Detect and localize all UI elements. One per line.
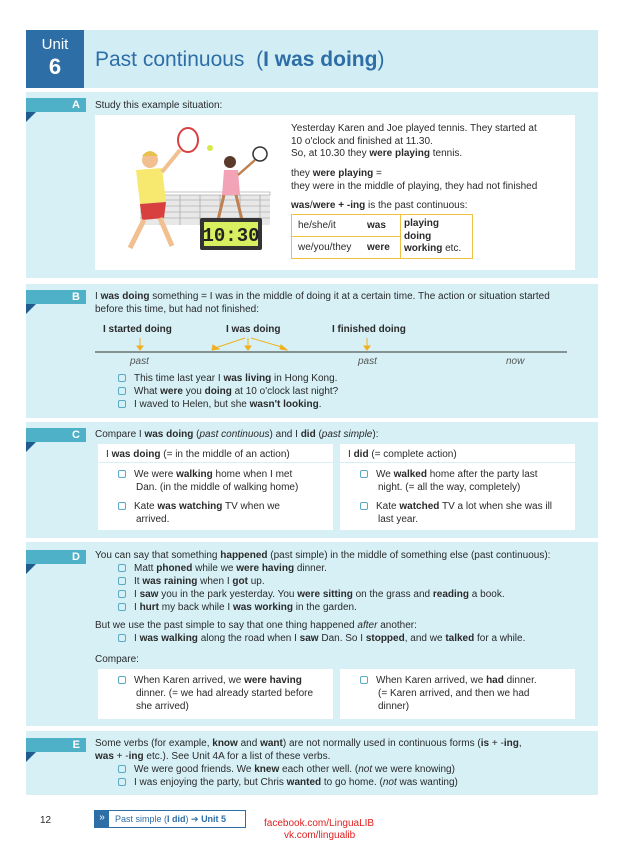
list-item: It was raining when I got up. xyxy=(118,575,505,588)
section-a-tab-corner xyxy=(26,112,36,122)
section-d-examples xyxy=(118,562,505,614)
section-a-tab: A xyxy=(26,98,86,112)
timeline-finished: I finished doing xyxy=(332,324,406,335)
form-rule: was/were + -ing is the past continuous: xyxy=(291,200,468,211)
compare-right-examples: We walked home after the party last night. (= all the way, completely) Kate watched TV a lot when she was ill last year. xyxy=(360,468,552,526)
timeline-doing: I was doing xyxy=(226,324,281,335)
section-d-tab-corner xyxy=(26,564,36,574)
page-title: Past continuous (I was doing) xyxy=(95,48,385,71)
table-he-she-it: he/she/it xyxy=(298,220,336,231)
section-d-tab: D xyxy=(26,550,86,564)
section-b-tab: B xyxy=(26,290,86,304)
section-b-explanation: I was doing something = I was in the middle of doing it at a certain time. The action or situation started before this time, but had not finished: xyxy=(95,291,550,315)
timeline-past-2: past xyxy=(358,356,377,367)
section-c-tab: C xyxy=(26,428,86,442)
list-item: What were you doing at 10 o'clock last night? xyxy=(118,385,338,398)
compare-left-examples: We were walking home when I met Dan. (in the middle of walking home) Kate was watching TV when we arrived. xyxy=(118,468,298,526)
section-d-compare: Compare: xyxy=(95,654,139,665)
compare-d-right-text: When Karen arrived, we had dinner. (= Karen arrived, and then we had dinner) xyxy=(360,674,537,713)
double-chevron-icon: » xyxy=(95,811,109,827)
section-a-intro: Study this example situation: xyxy=(95,100,223,111)
form-table xyxy=(291,214,473,259)
cross-reference-text: Past simple (I did) ➔ Unit 5 xyxy=(115,814,227,824)
section-d-after-example: I was walking along the road when I saw Dan. So I stopped, and we talked for a while. xyxy=(118,632,525,645)
compare-d-left-text: When Karen arrived, we were having dinner. (= we had already started before she arrived) xyxy=(118,674,313,713)
they-definition: they were playing = they were in the middle of playing, they had not finished xyxy=(291,168,538,192)
timeline-past-1: past xyxy=(130,356,149,367)
section-b-examples xyxy=(118,372,338,411)
list-item: Matt phoned while we were having dinner. xyxy=(118,562,505,575)
joe-racket xyxy=(178,128,198,152)
unit-number: 6 xyxy=(48,54,62,79)
did-heading: I did (= complete action) xyxy=(348,449,457,460)
vk-link[interactable]: vk.com/lingualib xyxy=(284,830,356,841)
table-was: was xyxy=(367,220,386,231)
timeline-started: I started doing xyxy=(103,324,172,335)
table-we-you-they: we/you/they xyxy=(298,242,352,253)
timeline xyxy=(95,336,575,356)
karen-head xyxy=(224,156,236,168)
list-item: I saw you in the park yesterday. You were sitting on the grass and reading a book. xyxy=(118,588,505,601)
karen-body xyxy=(222,170,240,195)
table-were: were xyxy=(367,242,390,253)
section-b-tab-corner xyxy=(26,304,36,314)
clock-time: 10:30 xyxy=(202,225,260,247)
karen-racket xyxy=(253,147,267,161)
story-text: Yesterday Karen and Joe played tennis. They started at 10 o'clock and finished at 11.30. So, at 10.30 they were playing tennis. xyxy=(291,123,537,159)
list-item: This time last year I was living in Hong Kong. xyxy=(118,372,338,385)
section-e-tab-corner xyxy=(26,752,36,762)
unit-badge xyxy=(26,30,84,88)
section-e-examples xyxy=(118,763,458,789)
list-item: I hurt my back while I was working in the garden. xyxy=(118,601,505,614)
timeline-arrows xyxy=(137,338,370,350)
section-c-tab-corner xyxy=(26,442,36,452)
joe-shirt xyxy=(136,168,166,204)
table-verbs: playing doing working etc. xyxy=(404,218,462,254)
section-d-intro: You can say that something happened (past simple) in the middle of something else (past continuous): xyxy=(95,550,551,561)
list-item: I waved to Helen, but she wasn't looking. xyxy=(118,398,338,411)
tennis-illustration xyxy=(100,120,280,265)
facebook-link[interactable]: facebook.com/LinguaLIB xyxy=(264,818,375,829)
timeline-now: now xyxy=(506,356,525,367)
was-doing-heading: I was doing (= in the middle of an action) xyxy=(106,449,290,460)
section-e-explanation: Some verbs (for example, know and want) are not normally used in continuous forms (is + -ing, was + -ing etc.). See Unit 4A for a list of these verbs. xyxy=(95,738,522,762)
section-d-but: But we use the past simple to say that one thing happened after another: xyxy=(95,620,417,631)
page-number: 12 xyxy=(40,815,52,826)
section-c-intro: Compare I was doing (past continuous) and I did (past simple): xyxy=(95,429,379,440)
cross-reference-link[interactable] xyxy=(94,810,246,828)
tennis-ball xyxy=(207,145,213,151)
list-item: I was enjoying the party, but Chris wanted to go home. (not was wanting) xyxy=(118,776,458,789)
list-item: We were good friends. We knew each other well. (not we were knowing) xyxy=(118,763,458,776)
section-e-tab: E xyxy=(26,738,86,752)
unit-word: Unit xyxy=(41,36,69,53)
